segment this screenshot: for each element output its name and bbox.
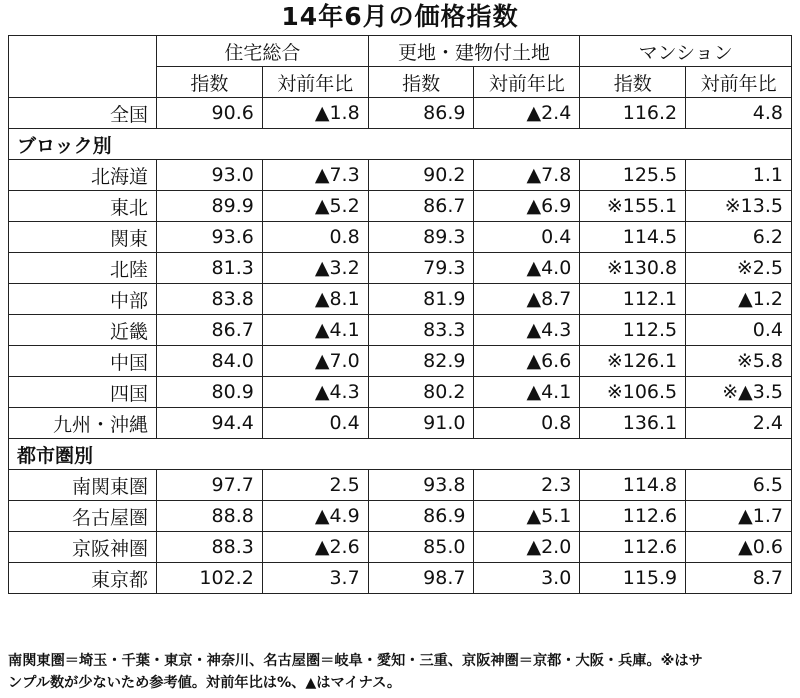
yoy-value: 6.2 [686, 222, 792, 253]
index-value: 98.7 [368, 563, 474, 594]
table-row-metro [9, 470, 792, 501]
sub-header-index: 指数 [580, 67, 686, 98]
yoy-value: 0.4 [474, 222, 580, 253]
index-value: 86.9 [368, 501, 474, 532]
yoy-value: 2.4 [686, 408, 792, 439]
yoy-value: ※13.5 [686, 191, 792, 222]
index-value: 80.2 [368, 377, 474, 408]
yoy-value: ▲2.6 [262, 532, 368, 563]
yoy-value: ▲7.0 [262, 346, 368, 377]
index-value: 112.5 [580, 315, 686, 346]
index-value: 125.5 [580, 160, 686, 191]
yoy-value: ※2.5 [686, 253, 792, 284]
yoy-value: 2.5 [262, 470, 368, 501]
sub-header-index: 指数 [157, 67, 263, 98]
yoy-value: ▲1.8 [262, 98, 368, 129]
row-label: 中部 [9, 284, 157, 315]
table-row-metro [9, 501, 792, 532]
yoy-value: ▲7.3 [262, 160, 368, 191]
table-row-block [9, 315, 792, 346]
index-value: 88.3 [157, 532, 263, 563]
table-row-block [9, 160, 792, 191]
corner-cell [9, 36, 157, 98]
table-row-block [9, 377, 792, 408]
yoy-value: ▲2.4 [474, 98, 580, 129]
yoy-value: ▲8.7 [474, 284, 580, 315]
yoy-value: 0.4 [686, 315, 792, 346]
index-value: 79.3 [368, 253, 474, 284]
index-value: 82.9 [368, 346, 474, 377]
index-value: 90.6 [157, 98, 263, 129]
index-value: 97.7 [157, 470, 263, 501]
row-label: 東京都 [9, 563, 157, 594]
sub-header-index: 指数 [368, 67, 474, 98]
yoy-value: 1.1 [686, 160, 792, 191]
group-header-housing: 住宅総合 [157, 36, 369, 67]
yoy-value: ▲5.1 [474, 501, 580, 532]
yoy-value: ▲4.1 [474, 377, 580, 408]
index-value: ※126.1 [580, 346, 686, 377]
row-label: 南関東圏 [9, 470, 157, 501]
section-row-blocks [9, 129, 792, 160]
yoy-value: 3.7 [262, 563, 368, 594]
yoy-value: ▲3.2 [262, 253, 368, 284]
group-header-condo: マンション [580, 36, 792, 67]
yoy-value: ▲7.8 [474, 160, 580, 191]
row-label: 関東 [9, 222, 157, 253]
index-value: 80.9 [157, 377, 263, 408]
index-value: ※130.8 [580, 253, 686, 284]
row-label: 九州・沖縄 [9, 408, 157, 439]
yoy-value: ※▲3.5 [686, 377, 792, 408]
yoy-value: ▲1.7 [686, 501, 792, 532]
row-label: 東北 [9, 191, 157, 222]
table-row-block [9, 222, 792, 253]
sub-header-yoy: 対前年比 [686, 67, 792, 98]
yoy-value: ▲4.1 [262, 315, 368, 346]
index-value: 112.1 [580, 284, 686, 315]
table-title: 14年6月の価格指数 [281, 2, 519, 31]
index-value: 89.9 [157, 191, 263, 222]
index-value: 85.0 [368, 532, 474, 563]
index-value: 86.7 [368, 191, 474, 222]
index-value: 114.8 [580, 470, 686, 501]
index-value: 136.1 [580, 408, 686, 439]
row-label: 全国 [9, 98, 157, 129]
yoy-value: ▲6.6 [474, 346, 580, 377]
yoy-value: ※5.8 [686, 346, 792, 377]
price-index-table [8, 35, 792, 594]
index-value: 91.0 [368, 408, 474, 439]
row-label: 近畿 [9, 315, 157, 346]
index-value: 84.0 [157, 346, 263, 377]
table-row-metro [9, 532, 792, 563]
row-label: 四国 [9, 377, 157, 408]
index-value: 115.9 [580, 563, 686, 594]
row-label: 北陸 [9, 253, 157, 284]
yoy-value: 0.4 [262, 408, 368, 439]
index-value: 81.3 [157, 253, 263, 284]
footnote-line: ンプル数が少ないため参考値。対前年比は%、▲はマイナス。 [8, 675, 402, 691]
index-value: 83.3 [368, 315, 474, 346]
yoy-value: 0.8 [262, 222, 368, 253]
sub-header-yoy: 対前年比 [262, 67, 368, 98]
index-value: ※106.5 [580, 377, 686, 408]
index-value: 81.9 [368, 284, 474, 315]
index-value: 88.8 [157, 501, 263, 532]
row-label: 名古屋圏 [9, 501, 157, 532]
row-label: 中国 [9, 346, 157, 377]
yoy-value: ▲4.3 [474, 315, 580, 346]
section-row-metros [9, 439, 792, 470]
index-value: 86.7 [157, 315, 263, 346]
index-value: 112.6 [580, 532, 686, 563]
yoy-value: ▲4.9 [262, 501, 368, 532]
index-value: ※155.1 [580, 191, 686, 222]
index-value: 83.8 [157, 284, 263, 315]
footnote-line: 南関東圏＝埼玉・千葉・東京・神奈川、名古屋圏＝岐阜・愛知・三重、京阪神圏＝京都・大阪・兵庫。※はサ [8, 653, 703, 669]
index-value: 93.0 [157, 160, 263, 191]
yoy-value: ▲8.1 [262, 284, 368, 315]
sub-header-yoy: 対前年比 [474, 67, 580, 98]
yoy-value: 3.0 [474, 563, 580, 594]
yoy-value: ▲1.2 [686, 284, 792, 315]
yoy-value: ▲4.0 [474, 253, 580, 284]
yoy-value: 0.8 [474, 408, 580, 439]
yoy-value: 8.7 [686, 563, 792, 594]
index-value: 93.8 [368, 470, 474, 501]
table-row-block [9, 408, 792, 439]
table-row-block [9, 284, 792, 315]
index-value: 89.3 [368, 222, 474, 253]
yoy-value: ▲5.2 [262, 191, 368, 222]
yoy-value: 6.5 [686, 470, 792, 501]
yoy-value: ▲4.3 [262, 377, 368, 408]
section-label: 都市圏別 [9, 439, 792, 470]
index-value: 93.6 [157, 222, 263, 253]
yoy-value: ▲6.9 [474, 191, 580, 222]
yoy-value: ▲0.6 [686, 532, 792, 563]
index-value: 112.6 [580, 501, 686, 532]
table-row-block [9, 253, 792, 284]
table-row-block [9, 346, 792, 377]
table-row-block [9, 191, 792, 222]
index-value: 102.2 [157, 563, 263, 594]
row-label: 北海道 [9, 160, 157, 191]
yoy-value: 4.8 [686, 98, 792, 129]
group-header-land: 更地・建物付土地 [368, 36, 580, 67]
index-value: 90.2 [368, 160, 474, 191]
section-label: ブロック別 [9, 129, 792, 160]
index-value: 114.5 [580, 222, 686, 253]
table-row-metro [9, 563, 792, 594]
table-row-national [9, 98, 792, 129]
footnote [8, 650, 792, 694]
yoy-value: 2.3 [474, 470, 580, 501]
yoy-value: ▲2.0 [474, 532, 580, 563]
row-label: 京阪神圏 [9, 532, 157, 563]
index-value: 94.4 [157, 408, 263, 439]
index-value: 116.2 [580, 98, 686, 129]
index-value: 86.9 [368, 98, 474, 129]
group-header-row [9, 36, 792, 67]
